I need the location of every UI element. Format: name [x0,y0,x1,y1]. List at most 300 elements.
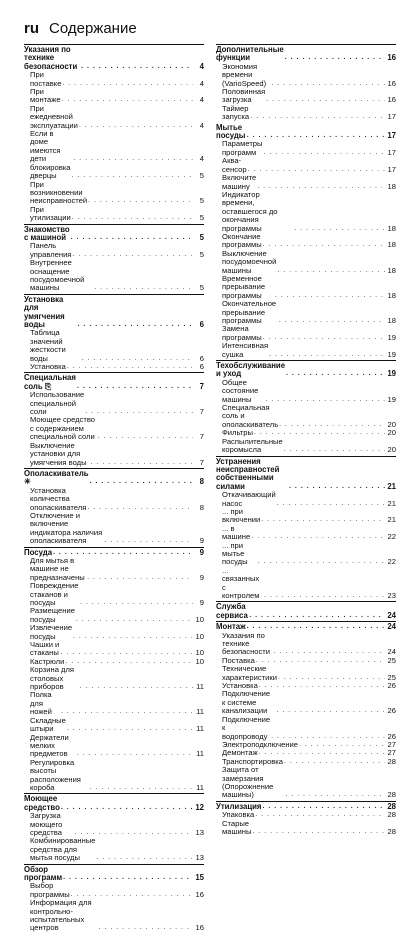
dot-leader [274,648,385,656]
toc-entry[interactable] [216,88,396,105]
toc-entry-title: Кастрюли [30,656,65,666]
toc-entry-title: Индикатор времени, оставшегося до окончания программы [222,189,278,233]
dot-leader [266,96,385,104]
dot-leader [67,725,193,733]
toc-section [24,468,204,546]
toc-page-number: 20 [387,428,396,438]
dot-leader [278,674,385,682]
dot-leader [85,408,193,416]
toc-entry-title: Общее состояние машины [222,377,259,404]
toc-section [24,294,204,372]
toc-entry[interactable] [24,442,204,467]
dot-leader [79,122,193,130]
toc-entry[interactable] [216,665,396,682]
dot-leader [261,516,385,524]
dot-leader [87,574,193,582]
toc-section [216,123,396,359]
toc-section-title: Дополнительные функции [216,45,284,63]
toc-entry[interactable] [24,658,204,666]
toc-entry-title: При утилизации [30,204,71,223]
dot-leader [284,446,385,454]
toc-section-heading[interactable] [216,362,396,379]
toc-page-number: 26 [387,681,396,691]
toc-page-number: 23 [387,591,396,600]
dot-leader [77,750,193,758]
dot-leader [63,874,193,882]
dot-leader [286,370,385,378]
toc-page-number: 4 [199,61,204,71]
toc-page-number: 28 [387,790,396,800]
toc-page-number: 6 [199,320,204,329]
toc-page-number: 10 [195,648,204,658]
toc-page-number: 10 [195,656,204,666]
toc-page-number: 13 [195,827,204,837]
toc-entry[interactable] [24,512,204,546]
dot-leader [299,741,385,749]
toc-entry-title: Загрузка моющего средства [30,811,63,837]
toc-entry-title: Выключение установки для умягчения воды [30,440,87,467]
toc-entry[interactable] [216,174,396,191]
toc-section-title: Утилизация [216,801,262,811]
toc-entry-title: Откачивающий насос [222,490,276,508]
dot-leader [249,612,385,620]
dot-leader [251,533,385,541]
toc-entry-title: Повреждение стаканов и посуды [30,581,79,607]
toc-page-number: 4 [199,78,204,88]
toc-page-number: 18 [387,240,396,250]
toc-entry-title: Параметры программ [222,139,263,157]
toc-page-number: 7 [199,457,204,467]
toc-entry[interactable] [24,666,204,691]
toc-entry[interactable] [24,259,204,293]
toc-entry[interactable] [24,812,204,837]
toc-page-number: 7 [199,381,204,391]
toc-page-number: 22 [387,532,396,542]
toc-entry-title: Временное прерывание программы [222,273,266,300]
toc-entry-title: Извлечение посуды [30,623,73,641]
toc-entry[interactable] [216,300,396,325]
toc-entry-title: Моющее средство с содержанием специальной соли [30,415,96,442]
toc-entry[interactable] [216,542,396,567]
toc-section-title: Ополаскиватель ✳ [24,468,89,487]
toc-entry-title: При поставке [30,70,62,88]
toc-page-number: 10 [195,614,204,624]
dot-leader [65,658,193,666]
toc-page-number: 28 [387,801,396,811]
toc-entry-title: Регулировка высоты расположения короба [30,757,81,792]
toc-page-number: 24 [387,610,396,620]
toc-entry[interactable] [24,759,204,793]
toc-page-number: 12 [195,802,204,812]
toc-section [24,224,204,293]
toc-section-heading[interactable] [216,458,396,492]
dot-leader [75,829,193,837]
toc-page-number: 8 [199,502,204,512]
toc-entry-title: Окончание программы [222,231,262,250]
dot-leader [294,225,385,233]
toc-page-number: 26 [387,731,396,741]
toc-entry[interactable] [24,899,204,933]
toc-right-column [216,44,396,837]
toc-section [24,372,204,466]
toc-entry[interactable] [24,624,204,641]
toc-page-number: 19 [387,332,396,342]
toc-entry-title: Фильтры [222,428,253,438]
toc-entry-title: При ежедневной эксплуатации [30,103,78,130]
dot-leader [87,504,193,512]
toc-section-title: Служба сервиса [216,602,248,620]
toc-page-number: 11 [196,707,204,717]
toc-page-number: 18 [387,181,396,191]
toc-page-number: 20 [387,445,396,455]
toc-page-number: 11 [196,782,204,792]
dot-leader [98,433,193,441]
toc-section-heading[interactable] [216,603,396,620]
toc-entry[interactable] [216,438,396,455]
toc-entry[interactable] [24,363,204,371]
toc-page-number: 4 [199,95,204,105]
toc-entry-title: ... при включении [222,506,261,525]
toc-section [24,864,204,933]
dot-leader [279,421,385,429]
toc-entry-title: Включите машину [222,173,257,191]
dot-leader [67,363,193,371]
toc-entry-title: Технические характеристики [222,664,277,682]
dot-leader [90,784,193,792]
toc-entry[interactable] [216,811,396,819]
toc-entry[interactable] [216,250,396,275]
toc-entry-title: ... связанных с контролем [222,565,260,600]
toc-entry-title: Поставка [222,655,255,665]
toc-section-title: Устранения неисправностей собственными силами [216,456,280,491]
toc-page-number: 6 [199,362,204,372]
toc-entry[interactable] [216,632,396,657]
dot-leader [53,549,193,557]
toc-page-number: 5 [199,232,204,242]
page-title: Содержание [49,20,137,37]
toc-section-heading[interactable] [24,226,204,243]
toc-entry[interactable] [216,105,396,122]
toc-section [216,801,396,837]
toc-page-number: 24 [387,622,396,632]
toc-entry[interactable] [216,404,396,429]
toc-page-number: 18 [387,223,396,233]
dot-leader [81,63,193,71]
toc-entry[interactable] [216,63,396,88]
dot-leader [72,251,193,259]
dot-leader [247,132,385,140]
toc-page-number: 16 [387,53,396,63]
toc-entry-title: Распылительные коромысла [222,436,283,455]
toc-section [216,456,396,601]
dot-leader [277,500,385,508]
toc-page-number: 28 [387,756,396,766]
toc-section-title: Моющее средство [24,794,60,812]
toc-entry[interactable] [24,557,204,582]
dot-leader [61,708,193,716]
dot-leader [269,351,385,359]
toc-entry-title: Панель управления [30,241,72,259]
page-header [24,20,137,42]
toc-page-number: 26 [387,706,396,716]
toc-entry-title: ... при мытье посуды [222,540,248,567]
dot-leader [263,241,385,249]
toc-section-heading[interactable] [24,470,204,487]
dot-leader [80,599,193,607]
dot-leader [105,537,193,545]
toc-section-heading[interactable] [24,296,204,330]
toc-entry[interactable] [24,206,204,223]
dot-leader [248,166,385,174]
toc-section-heading[interactable] [216,46,396,63]
toc-entry-title: Установка [30,362,66,372]
toc-entry-title: Защита от замерзания (Опорожнение машины) [222,765,274,800]
toc-entry[interactable] [216,157,396,174]
toc-entry-title: Упаковка [222,810,255,820]
toc-page-number: 27 [387,748,396,758]
toc-entry[interactable] [216,657,396,665]
dot-leader [247,623,385,631]
toc-page-number: 11 [196,682,204,692]
toc-page-number: 19 [387,369,396,379]
toc-entry-title: ... в машине [222,523,251,542]
toc-entry-title: Окончательное прерывание программы [222,299,277,325]
toc-page-number: 7 [199,432,204,442]
toc-page-number: 7 [199,407,204,417]
toc-page-number: 17 [387,147,396,157]
toc-entry-title: Складные штыри [30,715,66,734]
toc-entry[interactable] [216,491,396,508]
toc-entry[interactable] [216,379,396,404]
toc-section-title: Установка для умягчения воды [24,294,65,329]
dot-leader [62,80,193,88]
toc-entry-title: Аква-сенсор [222,156,247,174]
toc-entry-title: Интенсивная сушка [222,341,269,359]
toc-entry[interactable] [216,233,396,250]
toc-entry-title: Указания по технике безопасности [222,630,271,657]
toc-entry-title: Размещение посуды [30,606,75,624]
toc-entry[interactable] [24,641,204,658]
toc-entry[interactable] [216,508,396,525]
dot-leader [289,483,385,491]
toc-entry[interactable] [24,130,204,164]
toc-page-number: 9 [199,536,204,546]
toc-section [24,793,204,862]
toc-section-title: Мытье посуды [216,122,246,141]
toc-page-number: 25 [387,655,396,665]
dot-leader [251,113,385,121]
toc-section-heading[interactable] [216,803,396,811]
dot-leader [264,592,385,600]
dot-leader [271,733,385,741]
toc-entry[interactable] [24,88,204,105]
toc-page-number: 18 [387,265,396,275]
toc-entry-title: Установка [222,681,258,691]
dot-leader [275,292,385,300]
toc-page-number: 16 [195,923,204,933]
toc-page-number: 8 [199,477,204,487]
toc-entry[interactable] [24,717,204,734]
toc-page-number: 25 [387,672,396,682]
toc-section-heading[interactable] [24,795,204,812]
dot-leader [259,682,385,690]
toc-entry[interactable] [216,741,396,749]
toc-entry-title: Установка количества ополаскивателя [30,485,87,512]
toc-page-number: 4 [199,120,204,130]
toc-section [24,547,204,793]
dot-leader [263,149,385,157]
dot-leader [73,155,193,163]
toc-entry-title: Подключение к водопроводу [222,714,271,741]
toc-section [216,621,396,800]
toc-page-number: 19 [387,394,396,404]
dot-leader [259,749,385,757]
dot-leader [252,828,385,836]
toc-entry-title: Отключение и включение индикатора наличия ополаскивателя [30,510,103,546]
toc-entry[interactable] [216,140,396,157]
dot-leader [97,854,194,862]
toc-entry[interactable] [24,242,204,259]
dot-leader [88,197,193,205]
toc-section [216,44,396,122]
dot-leader [285,791,385,799]
toc-page-number: 24 [387,647,396,657]
toc-section-heading[interactable] [24,866,204,883]
toc-section-heading[interactable] [24,46,204,71]
language-code: ru [24,20,39,37]
toc-entry[interactable] [216,758,396,766]
toc-entry-title: Таймер запуска [222,103,250,122]
toc-page-number: 16 [195,889,204,899]
toc-page-number: 17 [387,131,396,141]
toc-entry-title: Экономия времени (VarioSpeed) [222,61,267,88]
dot-leader [94,284,193,292]
toc-entry[interactable] [24,607,204,624]
toc-entry[interactable] [24,882,204,899]
toc-entry-title: Чашки и стаканы [30,640,60,658]
toc-section [24,44,204,223]
dot-leader [73,633,193,641]
toc-left-column [24,44,204,934]
toc-page-number: 5 [199,213,204,223]
toc-entry[interactable] [216,567,396,601]
toc-page-number: 5 [199,249,204,259]
dot-leader [77,383,193,391]
dot-leader [82,355,193,363]
toc-page-number: 21 [387,515,396,525]
dot-leader [80,683,193,691]
toc-entry-title: Электроподключение [222,739,298,749]
toc-page-number: 9 [199,598,204,607]
dot-leader [71,891,193,899]
dot-leader [285,54,385,62]
toc-page-number: 28 [387,826,396,836]
toc-page-number: 10 [195,631,204,641]
toc-entry-title: Половинная загрузка [222,87,266,105]
toc-section [216,360,396,454]
toc-entry[interactable] [24,487,204,512]
toc-entry[interactable] [24,164,204,181]
toc-entry[interactable] [24,329,204,363]
toc-entry-title: Демонтаж [222,748,258,758]
dot-leader [91,459,193,467]
dot-leader [277,267,385,275]
toc-page-number: 9 [199,572,204,582]
toc-entry[interactable] [24,71,204,88]
toc-entry-title: При монтаже [30,87,61,105]
toc-page-number: 20 [387,419,396,429]
toc-entry[interactable] [216,749,396,757]
toc-entry-title: Полка для ножей [30,690,52,717]
toc-entry[interactable] [216,716,396,741]
toc-entry[interactable] [24,837,204,862]
toc-entry[interactable] [24,734,204,759]
dot-leader [90,478,193,486]
toc-entry-title: Выключение посудомоечной машины [222,248,277,275]
toc-entry-title: Держатели мелких предметов [30,732,69,759]
toc-page-number: 18 [387,316,396,325]
toc-entry[interactable] [216,766,396,800]
toc-page-number: 16 [387,78,396,88]
toc-entry-title: Замена программы [222,324,262,342]
toc-entry-title: Использование специальной соли [30,390,85,417]
toc-entry[interactable] [216,525,396,542]
toc-entry[interactable] [24,181,204,206]
toc-entry[interactable] [216,191,396,233]
toc-entry[interactable] [216,682,396,690]
toc-page-number: 5 [199,283,204,293]
dot-leader [255,811,385,819]
toc-entry[interactable] [24,691,204,716]
toc-entry-title: Внутреннее оснащение посудомоечной машины [30,258,85,293]
toc-section [216,601,396,620]
toc-page-number: 17 [387,164,396,174]
toc-section-heading[interactable] [216,623,396,631]
toc-entry[interactable] [216,325,396,342]
dot-leader [99,924,193,932]
toc-entry[interactable] [24,416,204,441]
toc-entry-title: Корзина для столовых приборов [30,665,75,692]
dot-leader [78,321,193,329]
toc-entry-title: Информация для контрольно-испытательных центров [30,898,92,933]
toc-section-heading[interactable] [216,124,396,141]
toc-section-title: Техобслуживание и уход [216,361,286,379]
toc-entry-title: Старые машины [222,818,252,836]
toc-entry[interactable] [216,275,396,300]
dot-leader [271,80,385,88]
toc-entry-title: блокировка дверцы [30,162,71,181]
toc-page-number: 5 [199,196,204,206]
toc-entry[interactable] [216,820,396,837]
toc-page-number: 27 [387,739,396,749]
toc-entry[interactable] [216,690,396,715]
dot-leader [279,317,385,325]
toc-page-number: 13 [195,853,204,863]
toc-entry-title: Для мытья в машине не предназначены [30,555,85,582]
toc-page-number: 4 [199,154,204,164]
toc-entry-title: Специальная соль и ополаскиватель [222,403,279,429]
toc-entry-title: Комбинированные средства для мытья посуды [30,836,96,863]
dot-leader [256,657,385,665]
toc-entry[interactable] [24,105,204,130]
toc-entry-title: Если в доме имеются дети [30,129,61,164]
dot-leader [72,172,193,180]
toc-page-number: 18 [387,290,396,300]
toc-entry[interactable] [216,342,396,359]
toc-entry-title: Выбор программы [30,881,70,899]
toc-entry[interactable] [24,391,204,416]
toc-section-heading[interactable] [24,374,204,391]
